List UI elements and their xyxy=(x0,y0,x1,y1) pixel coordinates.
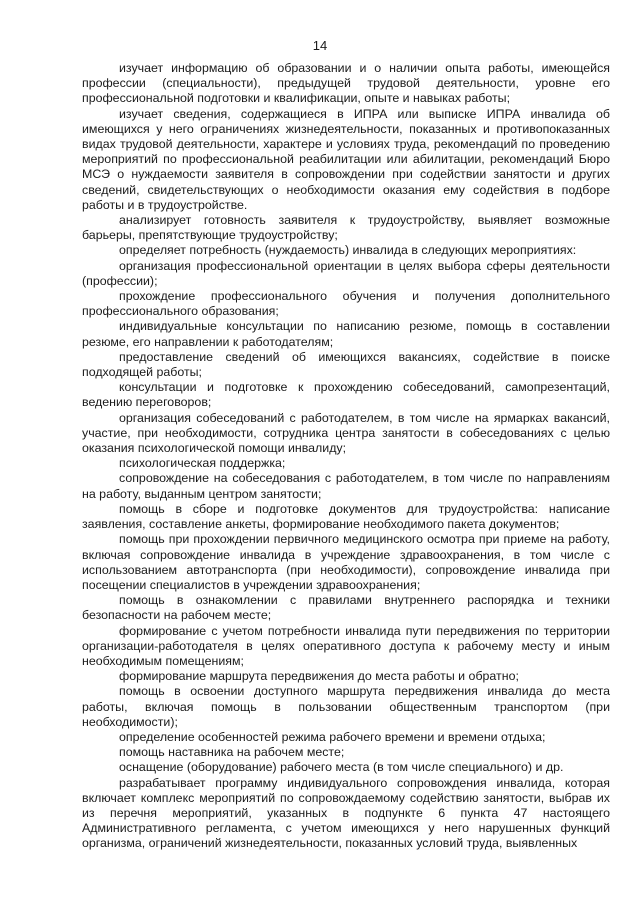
list-item: индивидуальные консультации по написанию резюме, помощь в составлении резюме, его направлении к работодателям; xyxy=(82,319,610,349)
list-item: помощь в ознакомлении с правилами внутреннего распорядка и техники безопасности на рабочем месте; xyxy=(82,593,610,623)
list-item: помощь в освоении доступного маршрута передвижения инвалида до места работы, включая помощь в пользовании общественным транспортом (при необходимости); xyxy=(82,684,610,729)
list-item: помощь при прохождении первичного медицинского осмотра при приеме на работу, включая сопровождение инвалида в учреждение здравоохранения, в том числе с использованием автотранспорта (при необходимости), сопровождение инвалида при посещении специалистов в учреждении здравоохранения; xyxy=(82,532,610,592)
list-item: оснащение (оборудование) рабочего места (в том числе специального) и др. xyxy=(119,760,564,775)
list-item: помощь в сборе и подготовке документов для трудоустройства: написание заявления, составление анкеты, формирование необходимого пакета документов; xyxy=(82,501,610,532)
list-item: формирование маршрута передвижения до места работы и обратно; xyxy=(119,669,519,684)
list-item: предоставление сведений об имеющихся вакансиях, содействие в поиске подходящей работы; xyxy=(82,349,610,380)
list-item: организация собеседований с работодателем, в том числе на ярмарках вакансий, участие, при необходимости, сотрудника центра занятости в собеседованиях с целью оказания психологической помощи инвалиду; xyxy=(82,410,610,456)
paragraph: изучает сведения, содержащиеся в ИПРА или выписке ИПРА инвалида об имеющихся у него ограничениях жизнедеятельности, показанных и противопоказанных видах трудовой деятельности, характере и условиях труда, рекомендаций по проведению мероприятий по профессиональной реабилитации или абилитации, рекомендаций Бюро МСЭ о нуждаемости заявителя в сопровождении при содействии занятости и других сведений, свидетельствующих о необходимости оказания ему содействия в подборе работы и в трудоустройстве. xyxy=(82,106,610,212)
paragraph: изучает информацию об образовании и о наличии опыта работы, имеющейся профессии (специальности), предыдущей трудовой деятельности, уровне его профессиональной подготовки и квалификации, опыте и навыках работы; xyxy=(82,61,610,106)
paragraph: определяет потребность (нуждаемость) инвалида в следующих мероприятиях: xyxy=(119,243,577,258)
list-item: психологическая поддержка; xyxy=(119,456,286,471)
list-item: организация профессиональной ориентации в целях выбора сферы деятельности (профессии); xyxy=(82,258,610,288)
body-text xyxy=(82,61,610,852)
list-item: помощь наставника на рабочем месте; xyxy=(119,745,345,760)
list-item: консультации и подготовке к прохождению собеседований, самопрезентаций, ведению переговоров; xyxy=(82,380,610,410)
paragraph: анализирует готовность заявителя к трудоустройству, выявляет возможные барьеры, препятствующие трудоустройству; xyxy=(82,213,610,243)
list-item: определение особенностей режима рабочего времени и времени отдыха; xyxy=(119,729,546,744)
paragraph: разрабатывает программу индивидуального сопровождения инвалида, которая включает комплекс мероприятий по сопровождаемому содействию занятости, выбрав их из перечня мероприятий, указанных в подпункте 6 пункта 47 настоящего Административного регламента, с учетом имеющихся у него нарушенных функций организма, ограничений жизнедеятельности, показанных условий труда, выявленных xyxy=(82,775,610,851)
page-number: 14 xyxy=(312,38,328,53)
list-item: формирование с учетом потребности инвалида пути передвижения по территории организации-работодателя в целях оперативного доступа к рабочему месту и иным необходимым помещениям; xyxy=(82,623,610,668)
list-item: прохождение профессионального обучения и получения дополнительного профессионального образования; xyxy=(82,289,610,319)
list-item: сопровождение на собеседования с работодателем, в том числе по направлениям на работу, выданным центром занятости; xyxy=(82,471,610,501)
